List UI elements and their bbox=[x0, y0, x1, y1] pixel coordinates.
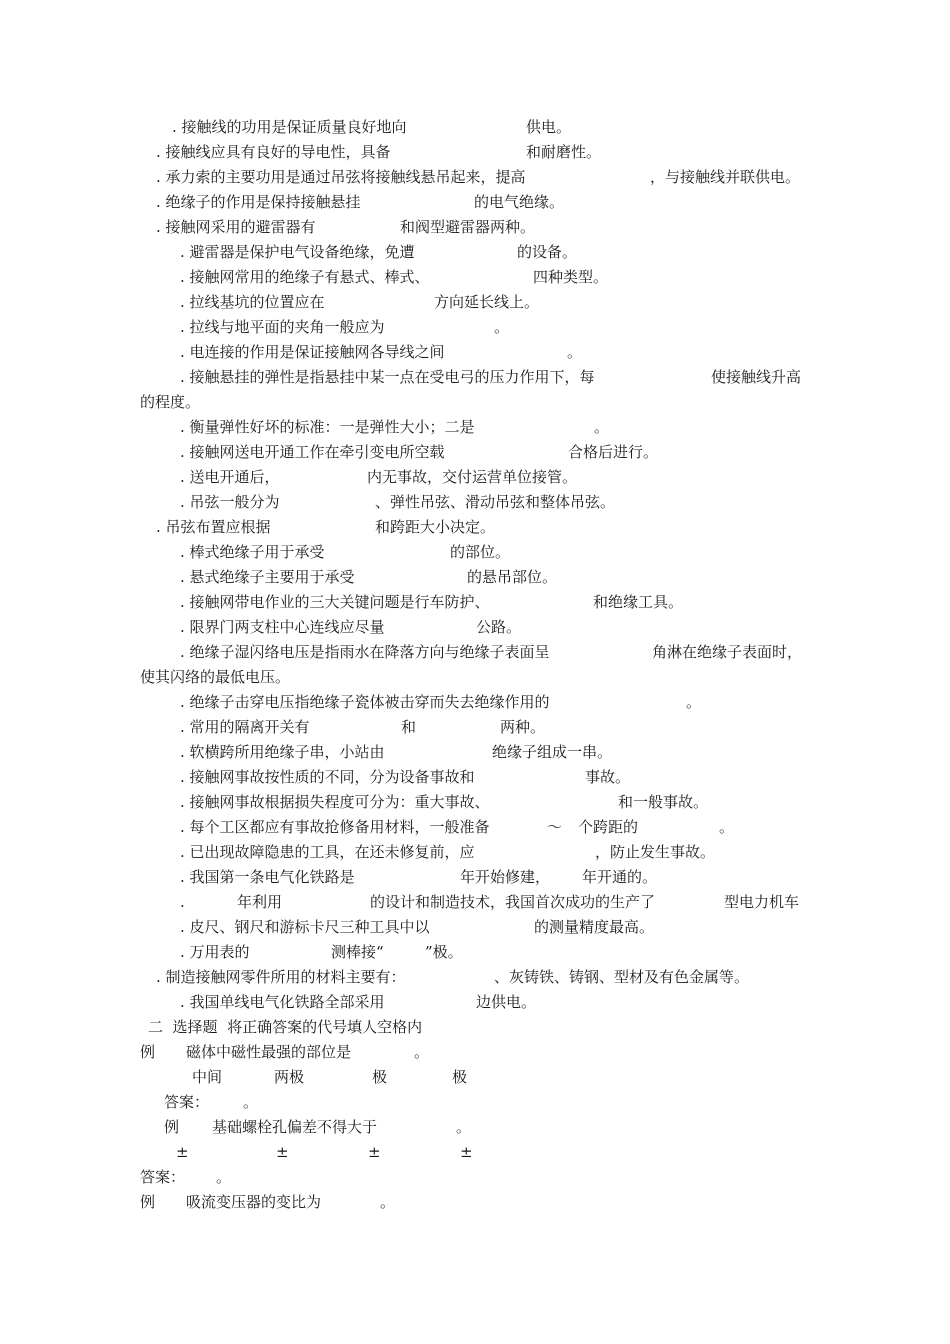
fill-blank-question bbox=[0, 542, 950, 562]
fill-blank-question bbox=[0, 867, 950, 887]
choice-question bbox=[0, 1192, 950, 1212]
question-text: ～ bbox=[547, 818, 563, 836]
question-text: 磁体中磁性最强的部位是 bbox=[186, 1043, 352, 1061]
fill-blank-question bbox=[0, 942, 950, 962]
question-text: 方向延长线上。 bbox=[434, 293, 540, 311]
question-text: 。 bbox=[594, 418, 610, 436]
question-text: . 接触线的功用是保证质量良好地向 bbox=[172, 118, 407, 136]
question-text: 年开始修建， bbox=[460, 868, 551, 886]
fill-blank-question bbox=[0, 917, 950, 937]
question-end: 。 bbox=[414, 1043, 430, 1061]
option-text: ± bbox=[368, 1143, 381, 1161]
question-text: 的程度。 bbox=[140, 393, 201, 411]
fill-blank-question bbox=[0, 442, 950, 462]
fill-blank-question bbox=[0, 717, 950, 737]
question-text: 的设备。 bbox=[517, 243, 578, 261]
example-label: 例 bbox=[140, 1043, 156, 1061]
section-title: 二 选择题 将正确答案的代号填人空格内 bbox=[148, 1018, 423, 1036]
question-text: 的电气绝缘。 bbox=[474, 193, 565, 211]
fill-blank-question bbox=[0, 492, 950, 512]
question-text: . 送电开通后， bbox=[180, 468, 280, 486]
question-text: 。 bbox=[494, 318, 510, 336]
question-text: . 常用的隔离开关有 bbox=[180, 718, 310, 736]
question-text: . 接触网送电开通工作在牵引变电所空载 bbox=[180, 443, 445, 461]
question-text: 个跨距的 bbox=[578, 818, 639, 836]
question-end: 。 bbox=[380, 1193, 396, 1211]
answer-label: 答案： bbox=[140, 1168, 186, 1186]
fill-blank-question bbox=[0, 342, 950, 362]
fill-blank-question bbox=[0, 767, 950, 787]
question-text: . 拉线基坑的位置应在 bbox=[180, 293, 325, 311]
fill-blank-question bbox=[0, 242, 950, 262]
question-text: 。 bbox=[567, 343, 583, 361]
fill-blank-question bbox=[0, 892, 950, 912]
question-text: 两种。 bbox=[500, 718, 546, 736]
question-text: . 我国单线电气化铁路全部采用 bbox=[180, 993, 385, 1011]
fill-blank-question bbox=[0, 367, 950, 387]
question-text: . 避雷器是保护电气设备绝缘，免遭 bbox=[180, 243, 415, 261]
fill-blank-question bbox=[0, 217, 950, 237]
question-text: 内无事故，交付运营单位接管。 bbox=[367, 468, 578, 486]
question-text: . 接触线应具有良好的导电性，具备 bbox=[156, 143, 391, 161]
question-text: . 皮尺、钢尺和游标卡尺三种工具中以 bbox=[180, 918, 430, 936]
question-text: 使其闪络的最低电压。 bbox=[140, 668, 291, 686]
question-text: 边供电。 bbox=[476, 993, 537, 1011]
question-text: 合格后进行。 bbox=[568, 443, 659, 461]
question-text: 公路。 bbox=[476, 618, 522, 636]
choice-question bbox=[0, 1117, 950, 1137]
question-text: . 吊弦一般分为 bbox=[180, 493, 280, 511]
question-text: 年利用 bbox=[237, 893, 283, 911]
fill-blank-question bbox=[0, 292, 950, 312]
question-text: . 吊弦布置应根据 bbox=[156, 518, 271, 536]
answer-line bbox=[0, 1167, 950, 1187]
answer-line bbox=[0, 1092, 950, 1112]
fill-blank-question bbox=[0, 417, 950, 437]
question-text: 四种类型。 bbox=[533, 268, 609, 286]
question-text: . 绝缘子的作用是保持接触悬挂 bbox=[156, 193, 361, 211]
question-text: . 接触网采用的避雷器有 bbox=[156, 218, 316, 236]
answer-end: 。 bbox=[243, 1093, 259, 1111]
question-text: . 接触网常用的绝缘子有悬式、棒式、 bbox=[180, 268, 430, 286]
example-label: 例 bbox=[164, 1118, 180, 1136]
question-text: ”极。 bbox=[425, 943, 463, 961]
question-text: . 悬式绝缘子主要用于承受 bbox=[180, 568, 355, 586]
question-text: 和 bbox=[401, 718, 417, 736]
question-text: . bbox=[180, 893, 185, 911]
question-text: . 万用表的 bbox=[180, 943, 250, 961]
fill-blank-question bbox=[0, 817, 950, 837]
choice-options bbox=[0, 1142, 950, 1162]
option-text: 极 bbox=[452, 1068, 468, 1086]
question-text: ，防止发生事故。 bbox=[595, 843, 716, 861]
question-text: 事故。 bbox=[585, 768, 631, 786]
question-text: 角淋在绝缘子表面时， bbox=[652, 643, 803, 661]
question-text: . 接触悬挂的弹性是指悬挂中某一点在受电弓的压力作用下，每 bbox=[180, 368, 595, 386]
question-text: . 制造接触网零件所用的材料主要有： bbox=[156, 968, 406, 986]
fill-blank-question bbox=[0, 167, 950, 187]
fill-blank-question bbox=[0, 742, 950, 762]
question-text: 。 bbox=[686, 693, 702, 711]
option-text: 中间 bbox=[192, 1068, 223, 1086]
question-text: . 限界门两支柱中心连线应尽量 bbox=[180, 618, 385, 636]
fill-blank-question bbox=[0, 992, 950, 1012]
answer-label: 答案： bbox=[164, 1093, 210, 1111]
question-text: . 电连接的作用是保证接触网各导线之间 bbox=[180, 343, 445, 361]
question-text: . 绝缘子湿闪络电压是指雨水在降落方向与绝缘子表面呈 bbox=[180, 643, 550, 661]
question-continuation bbox=[0, 392, 950, 412]
question-text: 型电力机车 bbox=[724, 893, 800, 911]
question-text: . 衡量弹性好坏的标准：一是弹性大小；二是 bbox=[180, 418, 475, 436]
fill-blank-question bbox=[0, 142, 950, 162]
fill-blank-question bbox=[0, 792, 950, 812]
fill-blank-question bbox=[0, 467, 950, 487]
question-text: 的设计和制造技术，我国首次成功的生产了 bbox=[370, 893, 656, 911]
question-text: 供电。 bbox=[526, 118, 572, 136]
question-text: 和一般事故。 bbox=[618, 793, 709, 811]
fill-blank-question bbox=[0, 692, 950, 712]
example-label: 例 bbox=[140, 1193, 156, 1211]
question-end: 。 bbox=[456, 1118, 472, 1136]
choice-options bbox=[0, 1067, 950, 1087]
question-text: 和耐磨性。 bbox=[526, 143, 602, 161]
question-text: . 我国第一条电气化铁路是 bbox=[180, 868, 355, 886]
option-text: ± bbox=[276, 1143, 289, 1161]
question-text: 使接触线升高 bbox=[711, 368, 802, 386]
option-text: 两极 bbox=[274, 1068, 305, 1086]
option-text: ± bbox=[176, 1143, 189, 1161]
question-text: 测棒接“ bbox=[331, 943, 384, 961]
question-continuation bbox=[0, 667, 950, 687]
question-text: 年开通的。 bbox=[582, 868, 658, 886]
question-text: . 接触网带电作业的三大关键问题是行车防护、 bbox=[180, 593, 490, 611]
question-text: . 承力索的主要功用是通过吊弦将接触线悬吊起来，提高 bbox=[156, 168, 526, 186]
fill-blank-question bbox=[0, 592, 950, 612]
question-text: . 棒式绝缘子用于承受 bbox=[180, 543, 325, 561]
fill-blank-question bbox=[0, 267, 950, 287]
question-text: 和阀型避雷器两种。 bbox=[400, 218, 536, 236]
question-text: . 接触网事故根据损失程度可分为：重大事故、 bbox=[180, 793, 490, 811]
question-text: . 接触网事故按性质的不同，分为设备事故和 bbox=[180, 768, 475, 786]
question-text: 的悬吊部位。 bbox=[467, 568, 558, 586]
answer-end: 。 bbox=[216, 1168, 232, 1186]
question-text: . 软横跨所用绝缘子串，小站由 bbox=[180, 743, 385, 761]
question-text: 的部位。 bbox=[450, 543, 511, 561]
fill-blank-question bbox=[0, 567, 950, 587]
fill-blank-question bbox=[0, 517, 950, 537]
option-text: 极 bbox=[372, 1068, 388, 1086]
choice-question bbox=[0, 1042, 950, 1062]
fill-blank-question bbox=[0, 617, 950, 637]
fill-blank-question bbox=[0, 192, 950, 212]
question-text: . 绝缘子击穿电压指绝缘子瓷体被击穿而失去绝缘作用的 bbox=[180, 693, 550, 711]
question-text: 吸流变压器的变比为 bbox=[186, 1193, 322, 1211]
question-text: 绝缘子组成一串。 bbox=[492, 743, 613, 761]
question-text: . 已出现故障隐患的工具，在还未修复前，应 bbox=[180, 843, 475, 861]
question-text: . 每个工区都应有事故抢修备用材料，一般准备 bbox=[180, 818, 490, 836]
question-text: 、灰铸铁、铸钢、型材及有色金属等。 bbox=[494, 968, 750, 986]
question-text: 。 bbox=[719, 818, 735, 836]
fill-blank-question bbox=[0, 117, 950, 137]
fill-blank-question bbox=[0, 967, 950, 987]
option-text: ± bbox=[460, 1143, 473, 1161]
question-text: . 拉线与地平面的夹角一般应为 bbox=[180, 318, 385, 336]
question-text: 基础螺栓孔偏差不得大于 bbox=[212, 1118, 378, 1136]
question-text: ，与接触线并联供电。 bbox=[650, 168, 801, 186]
fill-blank-question bbox=[0, 642, 950, 662]
question-text: 、弹性吊弦、滑动吊弦和整体吊弦。 bbox=[375, 493, 616, 511]
question-text: 的测量精度最高。 bbox=[534, 918, 655, 936]
fill-blank-question bbox=[0, 317, 950, 337]
section-heading bbox=[0, 1017, 950, 1037]
question-text: 和跨距大小决定。 bbox=[375, 518, 496, 536]
question-text: 和绝缘工具。 bbox=[593, 593, 684, 611]
fill-blank-question bbox=[0, 842, 950, 862]
